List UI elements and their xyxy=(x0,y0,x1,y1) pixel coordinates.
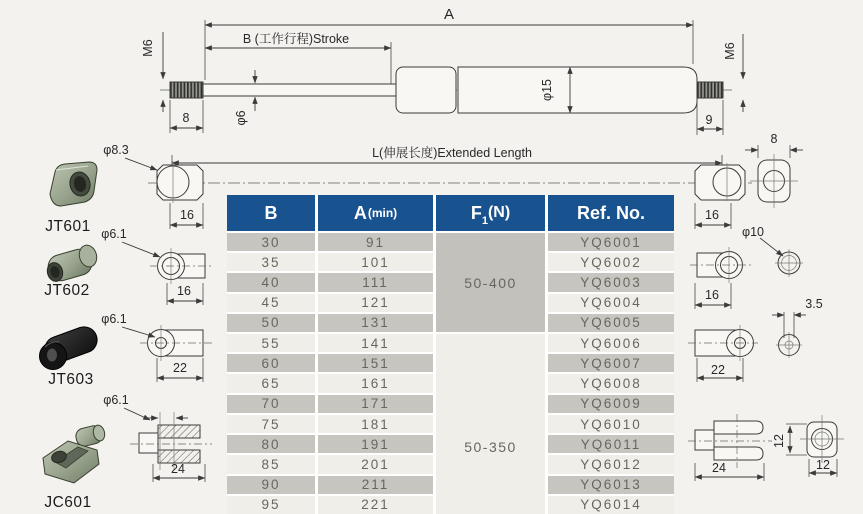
header-b xyxy=(227,195,315,231)
round-eye-width-label: 16 xyxy=(705,288,719,302)
header-f-rest: (N) xyxy=(487,204,511,221)
jt603-width: 22 xyxy=(173,361,187,375)
table-cell-a: 101 xyxy=(318,253,433,271)
header-ref-no xyxy=(548,195,674,231)
hex-eye-thickness-label: 8 xyxy=(770,132,778,146)
table-cell-b: 70 xyxy=(227,395,315,413)
socket-thickness-label: 3.5 xyxy=(805,297,823,311)
table-cell-b: 50 xyxy=(227,314,315,332)
table-cell-b: 90 xyxy=(227,476,315,494)
table-cell-b: 95 xyxy=(227,496,315,514)
dim-b-stroke-label: B (工作行程)Stroke xyxy=(242,32,350,46)
cylinder-front xyxy=(396,67,456,113)
header-ref-label: Ref. No. xyxy=(576,202,645,223)
jt601-diameter: φ8.3 xyxy=(103,143,129,157)
jt602-code: JT602 xyxy=(44,282,90,299)
body-diameter-label: φ15 xyxy=(540,78,554,102)
header-b-label: B xyxy=(264,202,278,223)
clevis-width-label: 24 xyxy=(712,461,726,475)
table-cell-b: 85 xyxy=(227,455,315,473)
table-cell-b: 55 xyxy=(227,334,315,352)
thread-right-length: 9 xyxy=(705,113,713,127)
table-cell-a: 121 xyxy=(318,294,433,312)
hex-eyelet-end-view xyxy=(745,145,803,208)
dim-a-label: A xyxy=(443,6,455,23)
table-cell-b: 30 xyxy=(227,233,315,251)
table-cell-a: 131 xyxy=(318,314,433,332)
table-cell-ref: YQ6013 xyxy=(548,476,674,494)
table-cell-ref: YQ6008 xyxy=(548,374,674,392)
header-a-sub: (min) xyxy=(367,206,398,220)
piston-rod xyxy=(203,84,396,96)
table-cell-b: 65 xyxy=(227,374,315,392)
table-cell-ref: YQ6010 xyxy=(548,415,674,433)
rod-diameter-label: φ6 xyxy=(234,110,248,126)
table-cell-b: 40 xyxy=(227,273,315,291)
jt601-3d xyxy=(50,162,97,206)
table-cell-ref: YQ6002 xyxy=(548,253,674,271)
table-cell-b: 45 xyxy=(227,294,315,312)
jt603-code: JT603 xyxy=(48,371,94,388)
table-cell-ref: YQ6003 xyxy=(548,273,674,291)
right-thread xyxy=(697,82,723,98)
jt602-width: 16 xyxy=(177,284,191,298)
table-cell-a: 161 xyxy=(318,374,433,392)
table-cell-ref: YQ6001 xyxy=(548,233,674,251)
cylinder-body xyxy=(458,67,697,113)
table-cell-ref: YQ6004 xyxy=(548,294,674,312)
gas-spring-side-view xyxy=(160,67,735,113)
jt603-3d xyxy=(40,323,101,369)
header-f-sub: 1 xyxy=(481,215,488,227)
table-cell-b: 75 xyxy=(227,415,315,433)
left-thread xyxy=(170,82,203,98)
table-cell-a: 191 xyxy=(318,435,433,453)
header-f1n xyxy=(436,195,545,231)
clevis-height-label: 12 xyxy=(772,434,786,448)
jt602-3d xyxy=(45,243,99,283)
table-cell-ref: YQ6014 xyxy=(548,496,674,514)
jt603-diameter: φ6.1 xyxy=(101,312,127,326)
jt601-width: 16 xyxy=(180,208,194,222)
table-cell-ref: YQ6006 xyxy=(548,334,674,352)
jc601-diameter: φ6.1 xyxy=(103,393,129,407)
socket-width-label: 22 xyxy=(711,363,725,377)
table-cell-b: 80 xyxy=(227,435,315,453)
force-range-50-350: 50-350 xyxy=(436,334,545,514)
hex-eye-width-label: 16 xyxy=(705,208,719,222)
header-a-min xyxy=(318,195,433,231)
table-cell-ref: YQ6011 xyxy=(548,435,674,453)
table-cell-a: 181 xyxy=(318,415,433,433)
clevis-side-label: 12 xyxy=(816,458,830,472)
table-cell-a: 171 xyxy=(318,395,433,413)
table-cell-a: 91 xyxy=(318,233,433,251)
jc601-code: JC601 xyxy=(44,494,92,511)
table-cell-a: 111 xyxy=(318,273,433,291)
table-cell-a: 151 xyxy=(318,354,433,372)
thread-left-length: 8 xyxy=(182,111,190,125)
force-range-50-400: 50-400 xyxy=(436,233,545,332)
jc601-width: 24 xyxy=(171,462,185,476)
table-cell-ref: YQ6007 xyxy=(548,354,674,372)
spec-table xyxy=(227,195,674,514)
header-a-main: A xyxy=(353,202,367,223)
jt602-diameter: φ6.1 xyxy=(101,227,127,241)
table-cell-a: 141 xyxy=(318,334,433,352)
table-cell-b: 60 xyxy=(227,354,315,372)
table-cell-a: 221 xyxy=(318,496,433,514)
table-cell-a: 211 xyxy=(318,476,433,494)
table-cell-ref: YQ6005 xyxy=(548,314,674,332)
jt601-code: JT601 xyxy=(45,218,91,235)
table-cell-ref: YQ6009 xyxy=(548,395,674,413)
extended-length-label: L(伸展长度)Extended Length xyxy=(372,146,532,160)
round-eye-diameter-label: φ10 xyxy=(741,225,765,239)
table-cell-b: 35 xyxy=(227,253,315,271)
jc601-3d xyxy=(43,424,106,483)
thread-left-label: M6 xyxy=(141,39,155,57)
thread-right-label: M6 xyxy=(723,42,737,60)
table-cell-ref: YQ6012 xyxy=(548,455,674,473)
table-cell-a: 201 xyxy=(318,455,433,473)
header-f-main: F xyxy=(470,202,482,223)
